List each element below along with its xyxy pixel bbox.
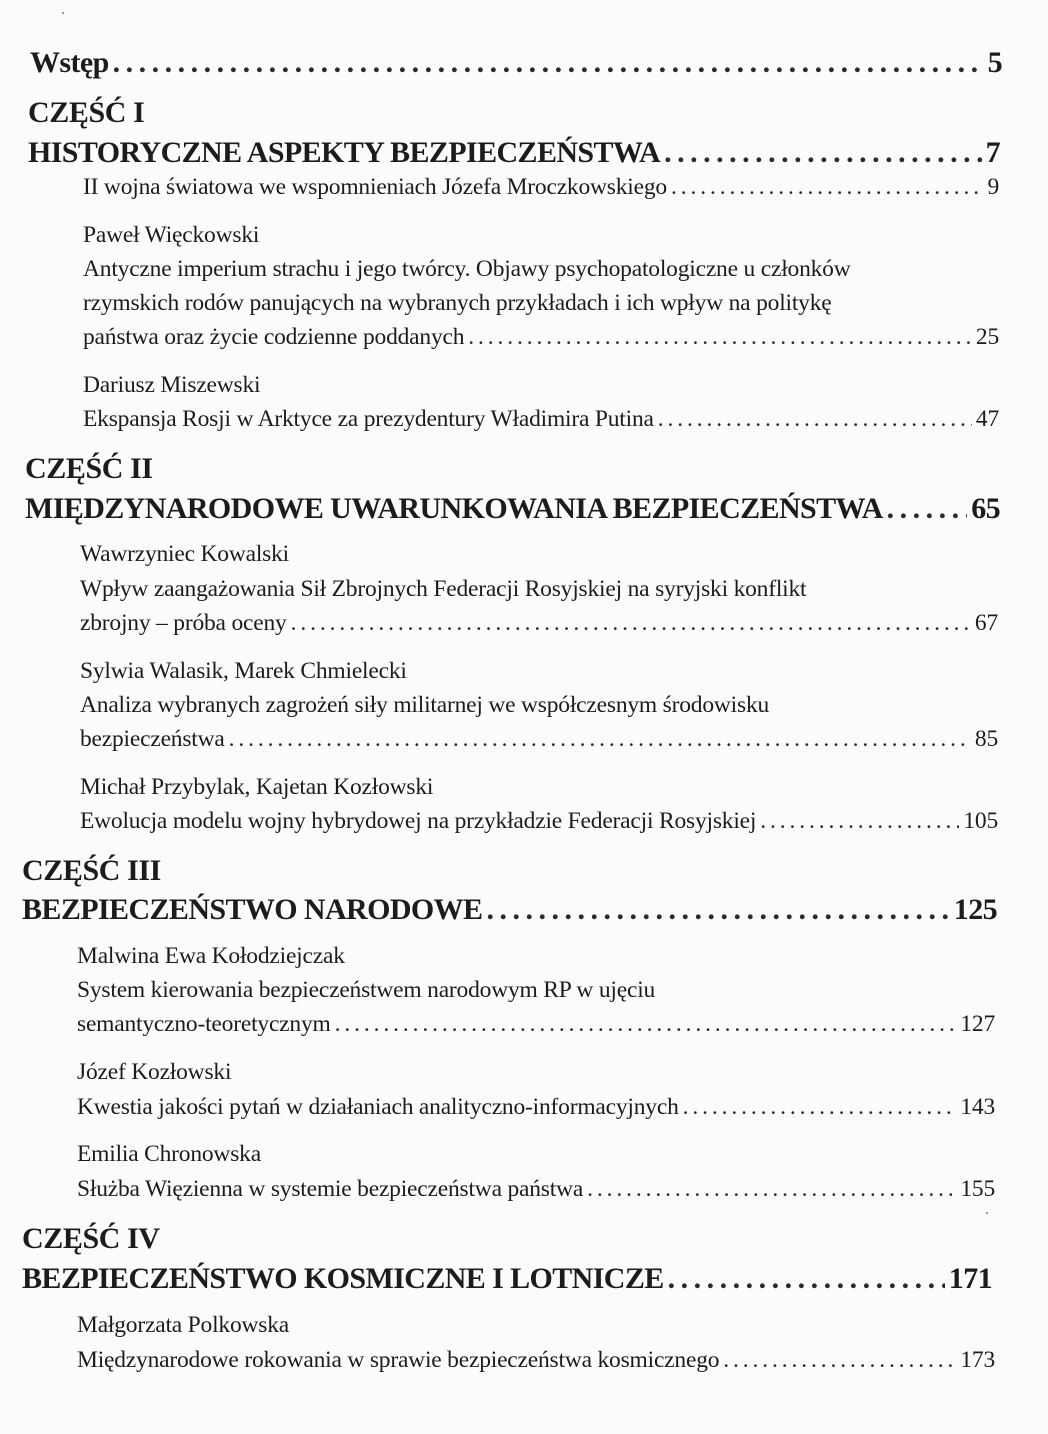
entry-author: Emilia Chronowska bbox=[77, 1141, 261, 1167]
entry-title-line: Kwestia jakości pytań w działaniach analityczno-informacyjnych bbox=[77, 1094, 679, 1120]
toc-entry[interactable] bbox=[83, 174, 999, 201]
toc-entry[interactable] bbox=[77, 1176, 995, 1203]
toc-entry[interactable] bbox=[80, 808, 998, 835]
part-title-row[interactable] bbox=[25, 492, 1000, 526]
entry-title-line: System kierowania bezpieczeństwem narodowym RP w ujęciu bbox=[77, 977, 656, 1003]
part-title-row[interactable] bbox=[22, 893, 997, 927]
entry-page: 127 bbox=[960, 1011, 995, 1037]
entry-title-line: semantyczno-teoretycznym bbox=[77, 1011, 331, 1037]
part-title: BEZPIECZEŃSTWO NARODOWE bbox=[22, 893, 483, 926]
part-label: CZĘŚĆ IV bbox=[22, 1222, 160, 1255]
entry-title-line: Międzynarodowe rokowania w sprawie bezpieczeństwa kosmicznego bbox=[77, 1347, 720, 1373]
entry-page: 105 bbox=[963, 808, 998, 834]
entry-title-line: państwa oraz życie codzienne poddanych bbox=[83, 324, 465, 350]
part-page: 171 bbox=[948, 1262, 992, 1295]
entry-title-line: II wojna światowa we wspomnieniach Józefa Mroczkowskiego bbox=[83, 174, 667, 200]
entry-page: 25 bbox=[975, 324, 999, 350]
toc-entry[interactable] bbox=[77, 1011, 995, 1038]
entry-author: Wawrzyniec Kowalski bbox=[80, 541, 289, 567]
toc-entry[interactable] bbox=[77, 1094, 995, 1121]
dot-leader bbox=[587, 1176, 956, 1203]
part-title: MIĘDZYNARODOWE UWARUNKOWANIA BEZPIECZEŃSTWA bbox=[25, 492, 883, 525]
dot-leader bbox=[671, 174, 983, 201]
dot-leader bbox=[683, 1094, 957, 1121]
toc-intro-row[interactable] bbox=[30, 46, 1002, 80]
entry-page: 67 bbox=[974, 610, 998, 636]
dot-leader bbox=[113, 46, 984, 80]
dot-leader bbox=[468, 324, 972, 351]
entry-author: Sylwia Walasik, Marek Chmielecki bbox=[80, 658, 407, 684]
entry-author: Józef Kozłowski bbox=[77, 1059, 232, 1085]
entry-author: Dariusz Miszewski bbox=[83, 372, 261, 398]
dot-leader bbox=[291, 610, 971, 637]
entry-title-line: rzymskich rodów panujących na wybranych przykładach i ich wpływ na politykę bbox=[83, 290, 832, 316]
dot-leader bbox=[229, 726, 971, 753]
entry-page: 47 bbox=[975, 406, 999, 432]
entry-page: 9 bbox=[987, 174, 999, 200]
scan-speck bbox=[986, 1212, 988, 1214]
toc-entry[interactable] bbox=[77, 1347, 995, 1374]
entry-title-line: Wpływ zaangażowania Sił Zbrojnych Federacji Rosyjskiej na syryjski konflikt bbox=[80, 576, 807, 602]
dot-leader bbox=[723, 1347, 956, 1374]
part-label: CZĘŚĆ I bbox=[28, 96, 145, 129]
part-page: 7 bbox=[985, 136, 1000, 169]
dot-leader bbox=[486, 893, 949, 927]
entry-author: Paweł Więckowski bbox=[83, 222, 260, 248]
part-page: 65 bbox=[971, 492, 1000, 525]
part-title-row[interactable] bbox=[28, 136, 1000, 170]
toc-entry[interactable] bbox=[83, 406, 999, 433]
dot-leader bbox=[668, 1262, 945, 1296]
toc-entry[interactable] bbox=[80, 726, 998, 753]
entry-page: 173 bbox=[960, 1347, 995, 1373]
entry-author: Malwina Ewa Kołodziejczak bbox=[77, 943, 345, 969]
scan-speck bbox=[62, 12, 64, 14]
dot-leader bbox=[658, 406, 972, 433]
entry-page: 85 bbox=[974, 726, 998, 752]
entry-title-line: Ewolucja modelu wojny hybrydowej na przykładzie Federacji Rosyjskiej bbox=[80, 808, 757, 834]
entry-page: 143 bbox=[960, 1094, 995, 1120]
part-title-row[interactable] bbox=[22, 1262, 992, 1296]
entry-title-line: Antyczne imperium strachu i jego twórcy. Objawy psychopatologiczne u członków bbox=[83, 256, 851, 282]
toc-entry[interactable] bbox=[80, 610, 998, 637]
toc-intro-title: Wstęp bbox=[30, 46, 109, 79]
entry-title-line: bezpieczeństwa bbox=[80, 726, 225, 752]
entry-title-line: zbrojny – próba oceny bbox=[80, 610, 287, 636]
part-label: CZĘŚĆ III bbox=[22, 854, 161, 887]
part-title: HISTORYCZNE ASPEKTY BEZPIECZEŃSTWA bbox=[28, 136, 661, 169]
dot-leader bbox=[760, 808, 959, 835]
entry-title-line: Analiza wybranych zagrożeń siły militarnej we współczesnym środowisku bbox=[80, 692, 770, 718]
entry-author: Michał Przybylak, Kajetan Kozłowski bbox=[80, 774, 434, 800]
toc-intro-page: 5 bbox=[987, 46, 1002, 79]
part-label: CZĘŚĆ II bbox=[25, 452, 153, 485]
entry-page: 155 bbox=[960, 1176, 995, 1202]
entry-title-line: Ekspansja Rosji w Arktyce za prezydentury Władimira Putina bbox=[83, 406, 654, 432]
entry-author: Małgorzata Polkowska bbox=[77, 1312, 290, 1338]
part-page: 125 bbox=[953, 893, 997, 926]
dot-leader bbox=[887, 492, 968, 526]
dot-leader bbox=[335, 1011, 957, 1038]
dot-leader bbox=[664, 136, 982, 170]
entry-title-line: Służba Więzienna w systemie bezpieczeństwa państwa bbox=[77, 1176, 584, 1202]
part-title: BEZPIECZEŃSTWO KOSMICZNE I LOTNICZE bbox=[22, 1262, 664, 1295]
toc-entry[interactable] bbox=[83, 324, 999, 351]
